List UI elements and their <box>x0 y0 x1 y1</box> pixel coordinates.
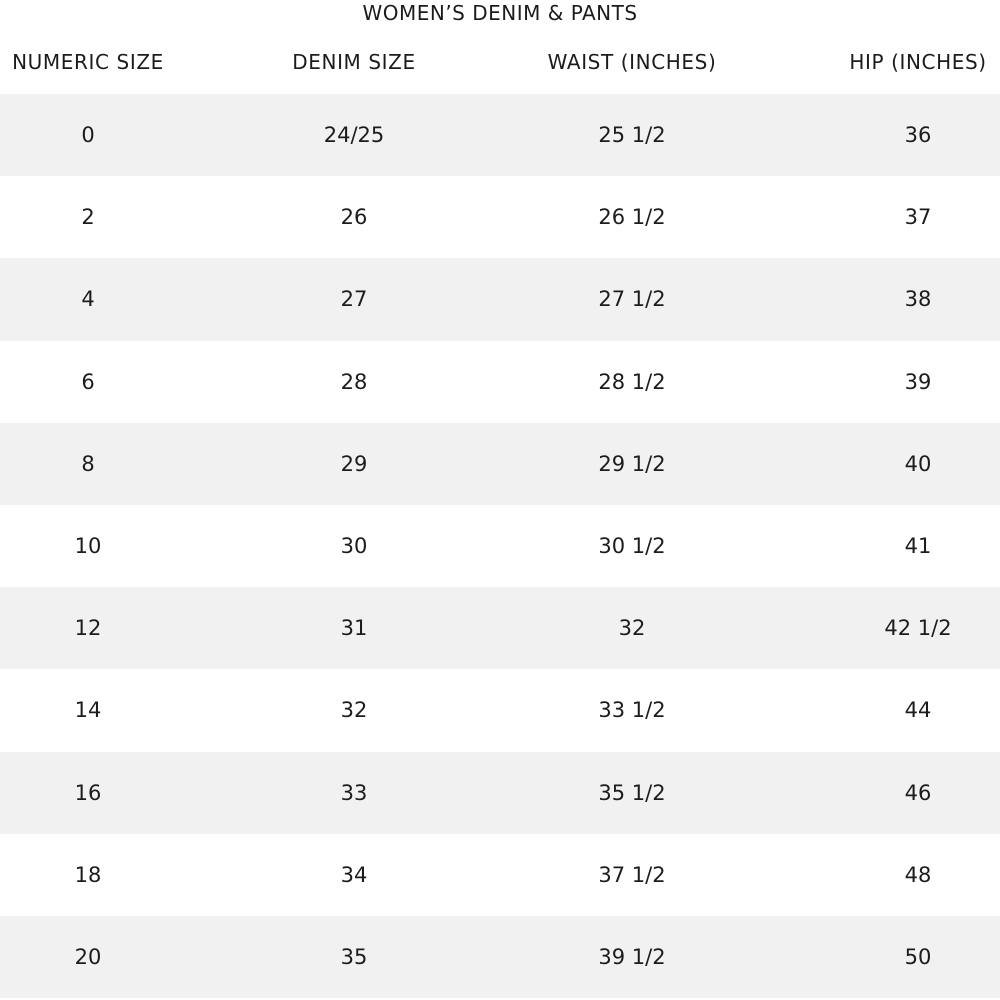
header-numeric-size: NUMERIC SIZE <box>12 50 164 74</box>
cell-denim-size: 35 <box>340 944 368 969</box>
cell-hip: 44 <box>904 698 932 723</box>
cell-denim-size: 24/25 <box>323 123 385 148</box>
cell-numeric-size: 0 <box>81 123 95 148</box>
cell-waist: 26 1/2 <box>598 205 666 230</box>
cell-numeric-size: 14 <box>74 698 102 723</box>
chart-title: WOMEN’S DENIM & PANTS <box>362 1 638 25</box>
cell-waist: 35 1/2 <box>598 780 666 805</box>
cell-numeric-size: 6 <box>81 369 95 394</box>
cell-hip: 46 <box>904 780 932 805</box>
header-denim-size: DENIM SIZE <box>292 50 416 74</box>
table-row <box>0 94 1000 176</box>
cell-hip: 39 <box>904 369 932 394</box>
header-waist: WAIST (INCHES) <box>547 50 717 74</box>
table-row <box>0 341 1000 423</box>
cell-waist: 25 1/2 <box>598 123 666 148</box>
cell-numeric-size: 8 <box>81 451 95 476</box>
cell-hip: 38 <box>904 287 932 312</box>
cell-denim-size: 31 <box>340 616 368 641</box>
cell-hip: 48 <box>904 862 932 887</box>
cell-hip: 40 <box>904 451 932 476</box>
cell-denim-size: 28 <box>340 369 368 394</box>
cell-waist: 37 1/2 <box>598 862 666 887</box>
cell-hip: 50 <box>904 944 932 969</box>
cell-denim-size: 26 <box>340 205 368 230</box>
cell-numeric-size: 2 <box>81 205 95 230</box>
cell-waist: 27 1/2 <box>598 287 666 312</box>
cell-denim-size: 30 <box>340 534 368 559</box>
table-row <box>0 505 1000 587</box>
cell-hip: 37 <box>904 205 932 230</box>
cell-denim-size: 34 <box>340 862 368 887</box>
table-row <box>0 423 1000 505</box>
cell-waist: 33 1/2 <box>598 698 666 723</box>
table-body <box>0 94 1000 998</box>
table-row <box>0 176 1000 258</box>
cell-denim-size: 27 <box>340 287 368 312</box>
table-row <box>0 258 1000 340</box>
cell-waist: 28 1/2 <box>598 369 666 394</box>
table-header <box>0 44 1000 80</box>
cell-denim-size: 33 <box>340 780 368 805</box>
cell-waist: 30 1/2 <box>598 534 666 559</box>
cell-hip: 42 1/2 <box>884 616 952 641</box>
table-row <box>0 916 1000 998</box>
cell-waist: 39 1/2 <box>598 944 666 969</box>
cell-numeric-size: 20 <box>74 944 102 969</box>
cell-hip: 36 <box>904 123 932 148</box>
cell-denim-size: 32 <box>340 698 368 723</box>
cell-numeric-size: 12 <box>74 616 102 641</box>
cell-numeric-size: 10 <box>74 534 102 559</box>
table-row <box>0 752 1000 834</box>
cell-numeric-size: 4 <box>81 287 95 312</box>
table-row <box>0 834 1000 916</box>
table-row <box>0 587 1000 669</box>
cell-denim-size: 29 <box>340 451 368 476</box>
cell-waist: 29 1/2 <box>598 451 666 476</box>
cell-waist: 32 <box>618 616 646 641</box>
header-hip: HIP (INCHES) <box>849 50 987 74</box>
cell-hip: 41 <box>904 534 932 559</box>
cell-numeric-size: 16 <box>74 780 102 805</box>
table-row <box>0 669 1000 751</box>
cell-numeric-size: 18 <box>74 862 102 887</box>
